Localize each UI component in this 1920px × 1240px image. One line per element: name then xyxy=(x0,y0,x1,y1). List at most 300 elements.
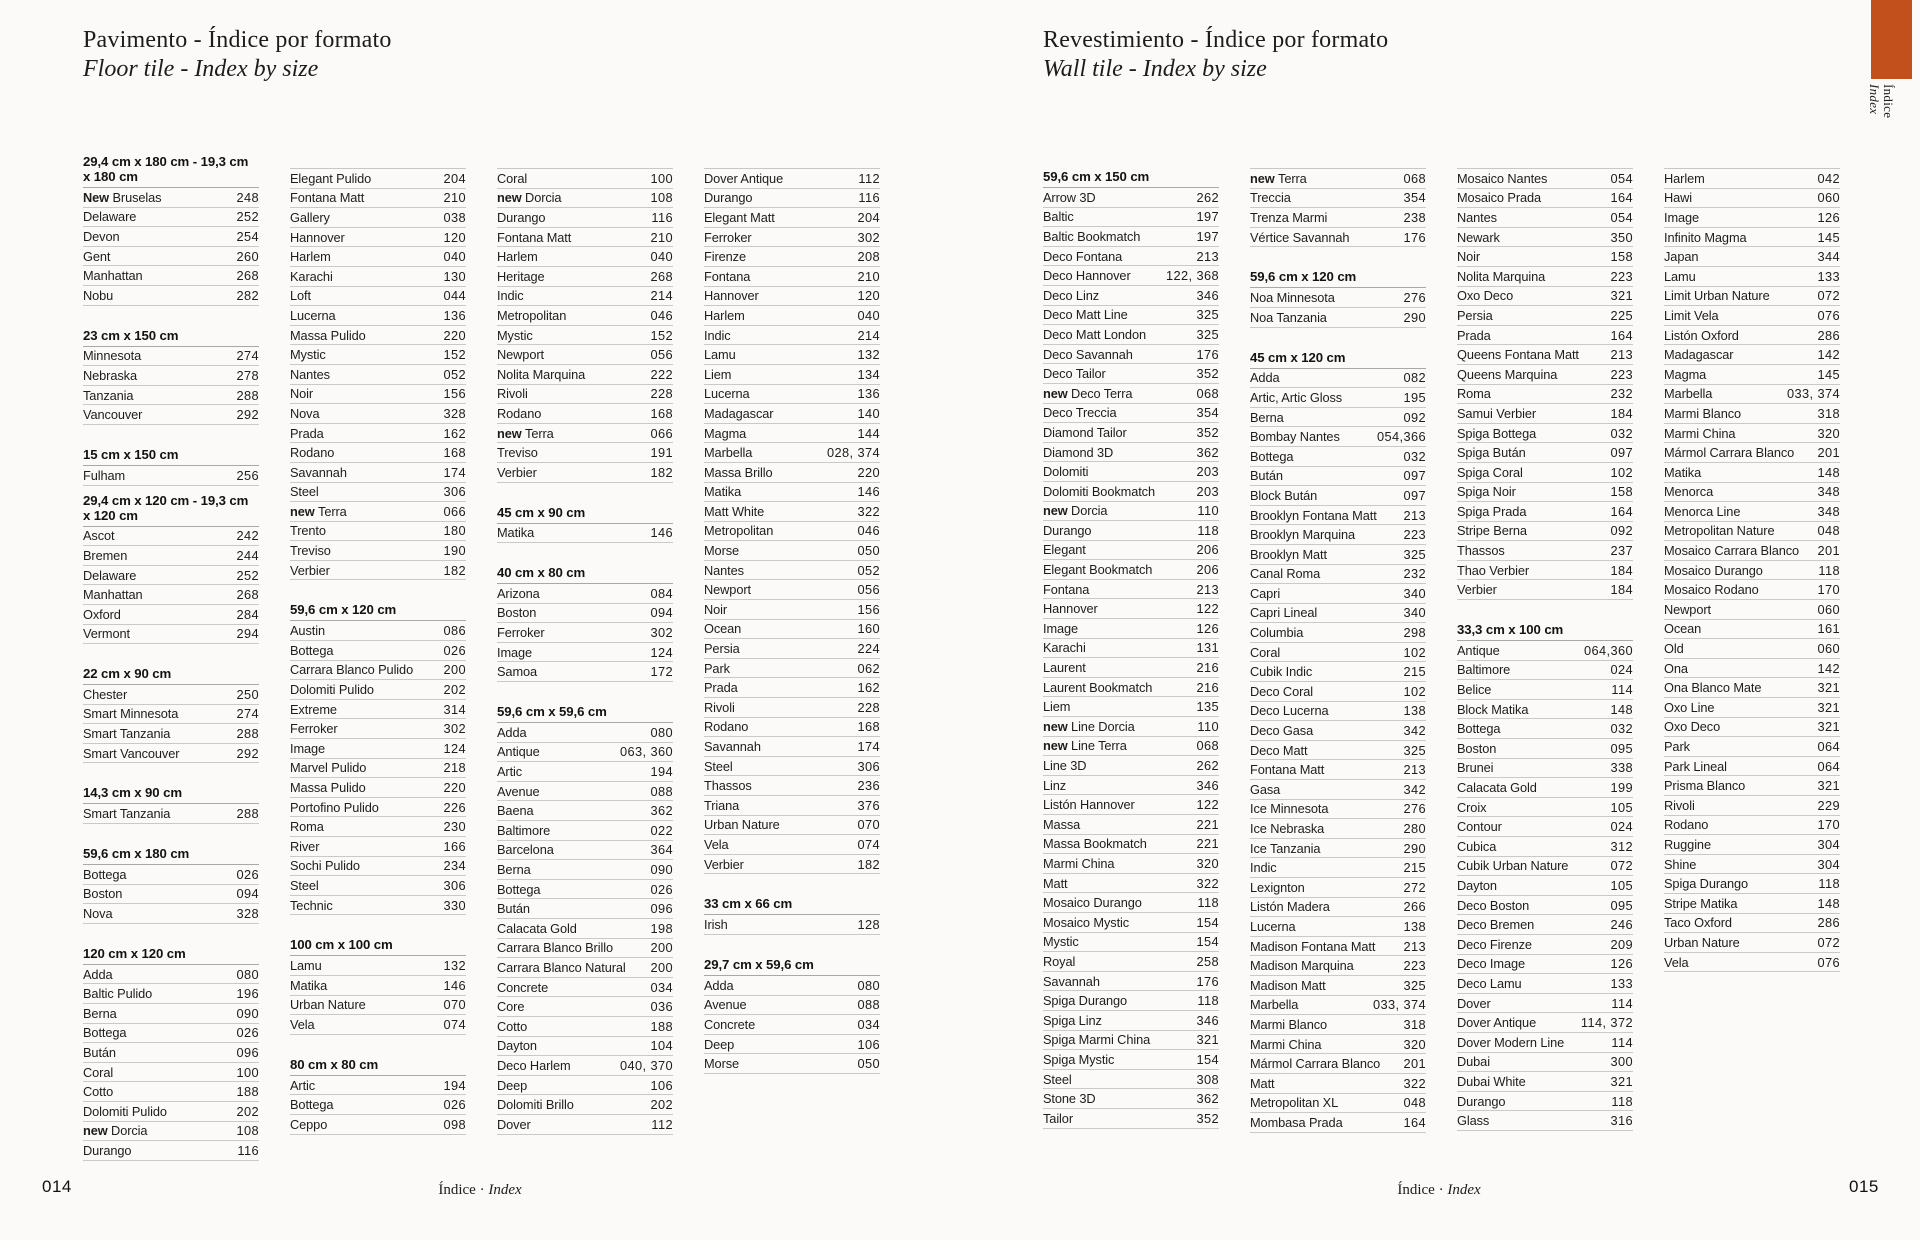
product-page-number: 102 xyxy=(1403,644,1426,660)
size-section-header: 40 cm x 80 cm xyxy=(497,564,673,584)
product-page-number: 097 xyxy=(1610,445,1633,461)
index-row xyxy=(83,605,259,625)
index-row xyxy=(497,345,673,365)
product-page-number: 288 xyxy=(236,387,259,403)
product-page-number: 048 xyxy=(1403,1095,1426,1111)
product-name: Dover xyxy=(497,1116,531,1132)
product-page-number: 124 xyxy=(650,644,673,660)
index-row xyxy=(704,996,880,1016)
product-name: Stripe Berna xyxy=(1457,523,1527,539)
product-page-number: 286 xyxy=(1817,327,1840,343)
index-row xyxy=(1250,898,1426,918)
product-name: Park xyxy=(704,660,730,676)
index-row xyxy=(290,424,466,444)
index-row xyxy=(290,247,466,267)
product-page-number: 056 xyxy=(650,347,673,363)
product-page-number: 090 xyxy=(650,862,673,878)
index-row xyxy=(1457,974,1633,994)
index-row xyxy=(1457,424,1633,444)
product-page-number: 094 xyxy=(650,605,673,621)
product-name: Deco Firenze xyxy=(1457,936,1532,952)
index-row xyxy=(290,837,466,857)
product-page-number: 066 xyxy=(650,425,673,441)
product-name: Savannah xyxy=(1043,973,1100,989)
product-name: Japan xyxy=(1664,249,1699,265)
product-name: Manhattan xyxy=(83,268,143,284)
index-row xyxy=(1250,1054,1426,1074)
index-row xyxy=(1664,737,1840,757)
index-row xyxy=(1457,169,1633,189)
index-row xyxy=(497,189,673,209)
product-page-number: 062 xyxy=(857,660,880,676)
product-name: Dayton xyxy=(497,1038,537,1054)
product-page-number: 026 xyxy=(443,1097,466,1113)
product-page-number: 302 xyxy=(650,625,673,641)
index-row xyxy=(1457,935,1633,955)
product-page-number: 321 xyxy=(1817,680,1840,696)
product-page-number: 170 xyxy=(1817,582,1840,598)
index-row xyxy=(704,287,880,307)
product-name: Massa Brillo xyxy=(704,464,773,480)
index-row xyxy=(497,1037,673,1057)
index-row xyxy=(83,984,259,1004)
product-name: Fontana Matt xyxy=(290,190,365,206)
product-name: Manhattan xyxy=(83,587,143,603)
index-row xyxy=(290,483,466,503)
index-row xyxy=(290,956,466,976)
product-page-number: 321 xyxy=(1610,1073,1633,1089)
index-row xyxy=(1664,365,1840,385)
product-name: Lucerna xyxy=(704,386,750,402)
product-name: Bottega xyxy=(290,1097,334,1113)
product-name: Concrete xyxy=(497,979,549,995)
product-name: Durango xyxy=(704,190,753,206)
product-name: Rivoli xyxy=(497,386,528,402)
index-row xyxy=(290,463,466,483)
product-page-number: 290 xyxy=(1403,840,1426,856)
product-name: Vermont xyxy=(83,626,130,642)
index-row xyxy=(83,266,259,286)
product-page-number: 132 xyxy=(857,347,880,363)
index-row xyxy=(83,965,259,985)
product-name: Baena xyxy=(497,803,534,819)
product-page-number: 232 xyxy=(1403,566,1426,582)
product-name: Dolomiti xyxy=(1043,464,1089,480)
product-name: Nova xyxy=(290,405,320,421)
product-name: Karachi xyxy=(290,268,333,284)
index-row xyxy=(83,705,259,725)
size-section-header: 120 cm x 120 cm xyxy=(83,945,259,965)
product-name: Stripe Matika xyxy=(1664,895,1738,911)
product-name: Arizona xyxy=(497,585,540,601)
product-page-number: 068 xyxy=(1196,385,1219,401)
product-page-number: 072 xyxy=(1610,858,1633,874)
index-row xyxy=(290,228,466,248)
product-page-number: 102 xyxy=(1610,464,1633,480)
index-row xyxy=(290,876,466,896)
product-name: Matt xyxy=(1043,875,1068,891)
index-row xyxy=(83,685,259,705)
size-section-header: 23 cm x 150 cm xyxy=(83,327,259,347)
index-row xyxy=(1457,896,1633,916)
product-name: Spiga Linz xyxy=(1043,1012,1102,1028)
product-page-number: 348 xyxy=(1817,484,1840,500)
index-column xyxy=(1043,168,1219,1133)
product-name: Smart Minnesota xyxy=(83,706,179,722)
product-name: Verbier xyxy=(290,562,330,578)
product-page-number: 180 xyxy=(443,523,466,539)
product-name: Mármol Carrara Blanco xyxy=(1664,445,1795,461)
product-name: Deco Linz xyxy=(1043,287,1100,303)
product-page-number: 034 xyxy=(650,979,673,995)
product-name: Heritage xyxy=(497,268,545,284)
index-row xyxy=(497,1095,673,1115)
product-page-number: 228 xyxy=(857,699,880,715)
product-page-number: 194 xyxy=(443,1077,466,1093)
product-page-number: 140 xyxy=(857,405,880,421)
product-name: Matt White xyxy=(704,503,765,519)
index-row xyxy=(1664,678,1840,698)
index-row xyxy=(497,821,673,841)
index-row xyxy=(1250,486,1426,506)
product-page-number: 320 xyxy=(1817,425,1840,441)
product-page-number: 060 xyxy=(1817,641,1840,657)
product-page-number: 158 xyxy=(1610,249,1633,265)
product-page-number: 278 xyxy=(236,367,259,383)
product-page-number: 290 xyxy=(1403,309,1426,325)
product-name: Deco Matt Line xyxy=(1043,307,1128,323)
index-row xyxy=(83,347,259,367)
product-name: Noa Tanzania xyxy=(1250,309,1327,325)
product-name: Samoa xyxy=(497,664,538,680)
product-name: Dolomiti Pulido xyxy=(290,682,374,698)
index-row xyxy=(1043,991,1219,1011)
product-name: Ruggine xyxy=(1664,836,1711,852)
product-page-number: 202 xyxy=(650,1097,673,1113)
index-row xyxy=(1250,369,1426,389)
new-badge: new xyxy=(1043,503,1072,519)
product-page-number: 221 xyxy=(1196,816,1219,832)
product-name: Metropolitan xyxy=(497,307,567,323)
product-name: Ice Nebraska xyxy=(1250,821,1325,837)
index-row xyxy=(1664,659,1840,679)
product-name: Delaware xyxy=(83,209,137,225)
index-row xyxy=(704,835,880,855)
product-name: Ferroker xyxy=(497,625,545,641)
product-name: Lucerna xyxy=(290,307,336,323)
product-page-number: 114 xyxy=(1611,995,1633,1011)
index-row xyxy=(1043,404,1219,424)
product-name: Spiga Durango xyxy=(1043,993,1128,1009)
index-row xyxy=(704,796,880,816)
index-row xyxy=(497,939,673,959)
product-name: Matika xyxy=(497,525,535,541)
product-name: Cotto xyxy=(83,1084,114,1100)
product-page-number: 308 xyxy=(1196,1071,1219,1087)
product-page-number: 096 xyxy=(650,901,673,917)
index-row xyxy=(1664,189,1840,209)
product-page-number: 112 xyxy=(858,170,880,186)
product-name: Rodano xyxy=(290,445,335,461)
index-column xyxy=(1664,168,1840,1133)
product-name: Ona xyxy=(1664,660,1688,676)
index-row xyxy=(497,643,673,663)
index-row xyxy=(1457,541,1633,561)
product-page-number: 362 xyxy=(1196,1091,1219,1107)
product-name: Menorca Line xyxy=(1664,503,1741,519)
index-tab-label xyxy=(1867,84,1895,118)
product-page-number: 054 xyxy=(1610,209,1633,225)
product-page-number: 136 xyxy=(857,386,880,402)
product-name: Diamond 3D xyxy=(1043,444,1114,460)
index-row xyxy=(704,169,880,189)
product-page-number: 201 xyxy=(1817,543,1840,559)
index-row xyxy=(1664,561,1840,581)
product-page-number: 286 xyxy=(1817,915,1840,931)
product-name: Noa Minnesota xyxy=(1250,290,1335,306)
product-page-number: 202 xyxy=(443,682,466,698)
product-name: Metropolitan xyxy=(704,523,774,539)
index-row xyxy=(1043,482,1219,502)
product-name: new Dorcia xyxy=(83,1123,148,1139)
product-name: Ceppo xyxy=(290,1116,328,1132)
index-row xyxy=(497,267,673,287)
index-row xyxy=(1043,854,1219,874)
product-name: Samui Verbier xyxy=(1457,405,1537,421)
product-name: Marmi China xyxy=(1664,425,1736,441)
index-row xyxy=(1250,702,1426,722)
product-page-number: 204 xyxy=(857,209,880,225)
product-page-number: 213 xyxy=(1610,347,1633,363)
product-page-number: 092 xyxy=(1610,523,1633,539)
product-name: Line 3D xyxy=(1043,758,1087,774)
index-row xyxy=(1664,914,1840,934)
index-row xyxy=(497,978,673,998)
product-name: Morse xyxy=(704,543,740,559)
product-page-number: 354 xyxy=(1196,405,1219,421)
product-page-number: 184 xyxy=(1610,562,1633,578)
index-row xyxy=(704,247,880,267)
product-name: Lamu xyxy=(1664,268,1696,284)
index-row xyxy=(1457,915,1633,935)
product-page-number: 321 xyxy=(1196,1032,1219,1048)
product-name: new Dorcia xyxy=(1043,503,1108,519)
product-page-number: 118 xyxy=(1197,993,1219,1009)
product-name: Prada xyxy=(290,425,324,441)
index-row xyxy=(1664,718,1840,738)
product-page-number: 325 xyxy=(1403,742,1426,758)
index-row xyxy=(1664,620,1840,640)
product-name: Nantes xyxy=(290,366,330,382)
product-page-number: 266 xyxy=(1403,899,1426,915)
product-page-number: 156 xyxy=(857,601,880,617)
product-name: Cotto xyxy=(497,1018,528,1034)
product-page-number: 354 xyxy=(1403,190,1426,206)
tab-label-es: Índice xyxy=(1881,84,1896,119)
product-name: Tanzania xyxy=(83,387,134,403)
product-page-number: 246 xyxy=(1610,917,1633,933)
product-name: Ocean xyxy=(704,621,742,637)
product-page-number: 250 xyxy=(236,686,259,702)
product-name: Dover Antique xyxy=(704,170,784,186)
product-name: Mosaico Carrara Blanco xyxy=(1664,543,1800,559)
index-row xyxy=(704,228,880,248)
index-row xyxy=(1664,483,1840,503)
product-name: Listón Madera xyxy=(1250,899,1330,915)
product-page-number: 126 xyxy=(1610,956,1633,972)
product-name: Elegant Bookmatch xyxy=(1043,562,1153,578)
index-row xyxy=(1457,680,1633,700)
product-name: Rodano xyxy=(704,719,749,735)
product-page-number: 274 xyxy=(236,706,259,722)
product-name: Avenue xyxy=(704,997,747,1013)
product-name: Metropolitan Nature xyxy=(1664,523,1775,539)
product-name: Bután xyxy=(83,1045,116,1061)
product-name: Carrara Blanco Natural xyxy=(497,959,626,975)
product-page-number: 148 xyxy=(1610,701,1633,717)
product-name: Marmi China xyxy=(1250,1036,1322,1052)
index-row xyxy=(290,778,466,798)
product-name: Rodano xyxy=(497,405,542,421)
index-row xyxy=(1043,541,1219,561)
product-page-number: 210 xyxy=(650,229,673,245)
product-name: Laurent xyxy=(1043,660,1086,676)
product-page-number: 200 xyxy=(650,940,673,956)
product-name: Harlem xyxy=(290,249,331,265)
product-page-number: 191 xyxy=(650,445,673,461)
product-page-number: 076 xyxy=(1817,954,1840,970)
product-page-number: 096 xyxy=(236,1045,259,1061)
index-row xyxy=(704,816,880,836)
product-page-number: 302 xyxy=(443,721,466,737)
product-name: Gasa xyxy=(1250,781,1281,797)
index-row xyxy=(83,1082,259,1102)
index-row xyxy=(290,267,466,287)
product-name: Vela xyxy=(704,836,729,852)
product-name: Fontana Matt xyxy=(497,229,572,245)
index-row xyxy=(1457,1092,1633,1112)
product-name: Roma xyxy=(290,819,324,835)
product-name: Bottega xyxy=(290,642,334,658)
index-row xyxy=(83,804,259,824)
index-row xyxy=(1457,208,1633,228)
index-row xyxy=(1250,604,1426,624)
index-row xyxy=(1043,1011,1219,1031)
page-number-right: 015 xyxy=(1849,1177,1879,1196)
index-row xyxy=(83,885,259,905)
footer-es: Índice xyxy=(1397,1182,1435,1198)
index-row xyxy=(290,1015,466,1035)
index-row xyxy=(83,744,259,764)
footer-index-label-right xyxy=(1397,1182,1480,1199)
product-page-number: 156 xyxy=(443,386,466,402)
product-page-number: 097 xyxy=(1403,468,1426,484)
product-page-number: 352 xyxy=(1196,366,1219,382)
index-row xyxy=(1457,994,1633,1014)
product-page-number: 064 xyxy=(1817,758,1840,774)
product-page-number: 306 xyxy=(857,758,880,774)
product-page-number: 138 xyxy=(1403,918,1426,934)
product-page-number: 306 xyxy=(443,877,466,893)
index-row xyxy=(1664,424,1840,444)
product-page-number: 160 xyxy=(857,621,880,637)
product-page-number: 074 xyxy=(443,1016,466,1032)
index-row xyxy=(290,1095,466,1115)
product-name: Smart Tanzania xyxy=(83,726,171,742)
index-row xyxy=(704,502,880,522)
product-name: Deco Lamu xyxy=(1457,975,1522,991)
index-row xyxy=(1664,345,1840,365)
product-name: Capri xyxy=(1250,585,1281,601)
product-page-number: 221 xyxy=(1196,836,1219,852)
product-name: Brooklyn Marquina xyxy=(1250,527,1355,543)
product-name: Coral xyxy=(83,1064,114,1080)
product-page-number: 200 xyxy=(443,662,466,678)
product-name: Diamond Tailor xyxy=(1043,424,1127,440)
product-page-number: 276 xyxy=(1403,801,1426,817)
index-row xyxy=(497,860,673,880)
product-page-number: 108 xyxy=(236,1123,259,1139)
product-page-number: 318 xyxy=(1403,1016,1426,1032)
product-name: Mosaico Rodano xyxy=(1664,582,1759,598)
product-page-number: 328 xyxy=(236,906,259,922)
index-row xyxy=(1457,365,1633,385)
product-name: Taco Oxford xyxy=(1664,915,1732,931)
product-page-number: 130 xyxy=(443,268,466,284)
product-name: Austin xyxy=(290,623,325,639)
product-name: Rodano xyxy=(1664,817,1709,833)
index-row xyxy=(704,776,880,796)
index-row xyxy=(1664,855,1840,875)
index-row xyxy=(1664,267,1840,287)
product-page-number: 118 xyxy=(1818,876,1840,892)
index-row xyxy=(704,639,880,659)
product-name: Block Matika xyxy=(1457,701,1529,717)
product-name: Thassos xyxy=(704,778,752,794)
product-page-number: 106 xyxy=(857,1036,880,1052)
product-name: Nobu xyxy=(83,287,114,303)
index-row xyxy=(1664,600,1840,620)
product-page-number: 182 xyxy=(857,856,880,872)
product-name: Newport xyxy=(704,582,751,598)
product-page-number: 026 xyxy=(443,642,466,658)
page-number-left: 014 xyxy=(42,1177,72,1196)
index-row xyxy=(1043,815,1219,835)
product-name: Newport xyxy=(497,347,544,363)
index-row xyxy=(1457,483,1633,503)
product-page-number: 110 xyxy=(1197,718,1219,734)
product-page-number: 225 xyxy=(1610,307,1633,323)
product-page-number: 040 xyxy=(857,307,880,323)
product-name: Devon xyxy=(83,228,120,244)
product-page-number: 208 xyxy=(857,249,880,265)
product-page-number: 292 xyxy=(236,407,259,423)
product-name: Durango xyxy=(497,209,546,225)
index-row xyxy=(704,365,880,385)
product-name: Image xyxy=(497,644,533,660)
product-name: Harlem xyxy=(704,307,745,323)
index-row xyxy=(1043,776,1219,796)
product-name: Adda xyxy=(83,966,113,982)
index-row xyxy=(1250,1074,1426,1094)
product-page-number: 314 xyxy=(443,701,466,717)
index-row xyxy=(497,208,673,228)
product-name: Deco Tailor xyxy=(1043,366,1106,382)
product-page-number: 256 xyxy=(236,467,259,483)
product-page-number: 094 xyxy=(236,886,259,902)
index-row xyxy=(1457,463,1633,483)
product-name: Calacata Gold xyxy=(1457,780,1537,796)
